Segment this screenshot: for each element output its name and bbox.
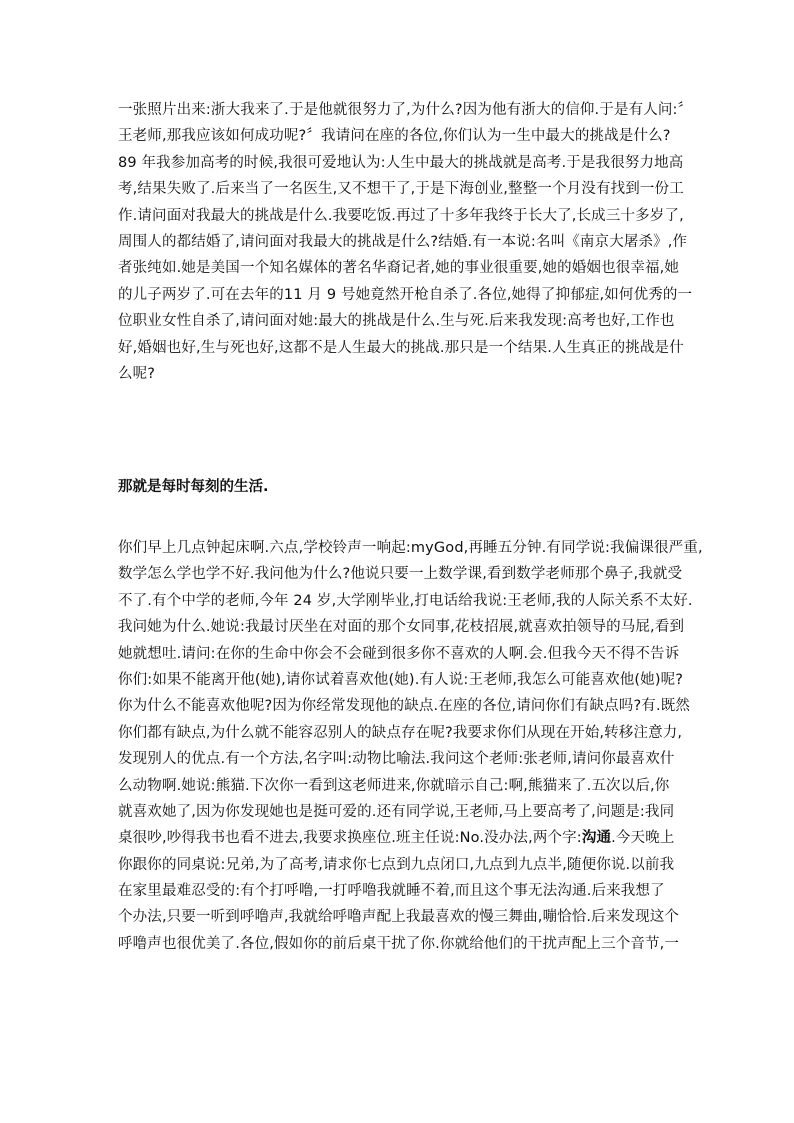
- text-line: 个办法,只要一听到呼噜声,我就给呼噜声配上我最喜欢的慢三舞曲,嘣恰恰.后来发现这个: [118, 909, 680, 926]
- text-segment: .今天晚上: [611, 830, 675, 847]
- text-line: 就喜欢她了,因为你发现她也是挺可爱的.还有同学说,王老师,马上要高考了,问题是:我同: [118, 803, 675, 820]
- text-line: 王老师,那我应该如何成功呢?〞我请问在座的各位,你们认为一生中最大的挑战是什么?: [118, 128, 671, 145]
- text-line: 她就想吐.请问:在你的生命中你会不会碰到很多你不喜欢的人啊.会.但我今天不得不告诉: [118, 645, 680, 662]
- section-heading: 那就是每时每刻的生活.: [118, 479, 269, 495]
- text-line: 你们:如果不能离开他(她),请你试着喜欢他(她).有人说:王老师,我怎么可能喜欢他(她)呢?: [118, 671, 684, 688]
- text-line: 你跟你的同桌说:兄弟,为了高考,请求你七点到九点闭口,九点到九点半,随便你说.以前我: [118, 856, 675, 873]
- text-line: 考,结果失败了.后来当了一名医生,又不想干了,于是下海创业,整整一个月没有找到一份工: [118, 181, 684, 198]
- text-line: 你们早上几点钟起床啊.六点,学校铃声一响起:myGod,再睡五分钟.有同学说:我偏课很严重,: [118, 540, 703, 556]
- text-line: 么动物啊.她说:熊猫.下次你一看到这老师进来,你就暗示自己:啊,熊猫来了.五次以后,你: [118, 777, 670, 794]
- text-line: 作.请问面对我最大的挑战是什么.我要吃饭.再过了十多年我终于长大了,长成三十多岁了,: [118, 207, 684, 224]
- text-line: 你为什么不能喜欢他呢?因为你经常发现他的缺点.在座的各位,请问你们有缺点吗?有.既然: [118, 698, 691, 715]
- text-line: 者张纯如.她是美国一个知名媒体的著名华裔记者,她的事业很重要,她的婚姻也很幸福,她: [118, 260, 680, 277]
- text-line: 一张照片出来:浙大我来了.于是他就很努力了,为什么?因为他有浙大的信仰.于是有人问:〞: [118, 102, 693, 118]
- text-line: 数学怎么学也学不好.我问他为什么?他说只要一上数学课,看到数学老师那个鼻子,我就受: [118, 566, 683, 583]
- text-line-with-bold: [118, 825, 684, 851]
- text-line: 我问她为什么.她说:我最讨厌坐在对面的那个女同事,花枝招展,就喜欢拍领导的马屁,看到: [118, 619, 685, 636]
- text-line: 发现别人的优点.有一个方法,名字叫:动物比喻法.我问这个老师:张老师,请问你最喜欢什: [118, 751, 675, 768]
- text-line: 呼噜声也很优美了.各位,假如你的前后桌干扰了你.你就给他们的干扰声配上三个音节,一: [118, 935, 680, 952]
- text-line: 周围人的都结婚了,请问面对我最大的挑战是什么?结婚.有一本说:名叫《南京大屠杀》,作: [118, 233, 688, 250]
- bold-keyword: 沟通: [581, 830, 612, 847]
- paragraph-2: [118, 535, 703, 957]
- text-line: 位职业女性自杀了,请问面对她:最大的挑战是什么.生与死.后来我发现:高考也好,工作也: [118, 313, 675, 330]
- text-line: 好,婚姻也好,生与死也好,这都不是人生最大的挑战.那只是一个结果.人生真正的挑战是什: [118, 339, 684, 356]
- text-line: 你们都有缺点,为什么就不能容忍别人的缺点存在呢?我要求你们从现在开始,转移注意力,: [118, 724, 683, 741]
- text-line: 么呢?: [118, 365, 156, 382]
- paragraph-1: [118, 97, 693, 387]
- text-segment: 桌很吵,吵得我书也看不进去,我要求换座位.班主任说:No.没办法,两个字:: [118, 830, 582, 847]
- text-line: 89 年我参加高考的时候,我很可爱地认为:人生中最大的挑战就是高考.于是我很努力地高: [118, 154, 684, 171]
- text-line: 在家里最难忍受的:有个打呼噜,一打呼噜我就睡不着,而且这个事无法沟通.后来我想了: [118, 883, 665, 900]
- text-line: 的儿子两岁了.可在去年的11 月 9 号她竟然开枪自杀了.各位,她得了抑郁症,如何优秀的一: [118, 286, 693, 303]
- text-line: 不了.有个中学的老师,今年 24 岁,大学刚毕业,打电话给我说:王老师,我的人际关系不太好.: [118, 592, 693, 609]
